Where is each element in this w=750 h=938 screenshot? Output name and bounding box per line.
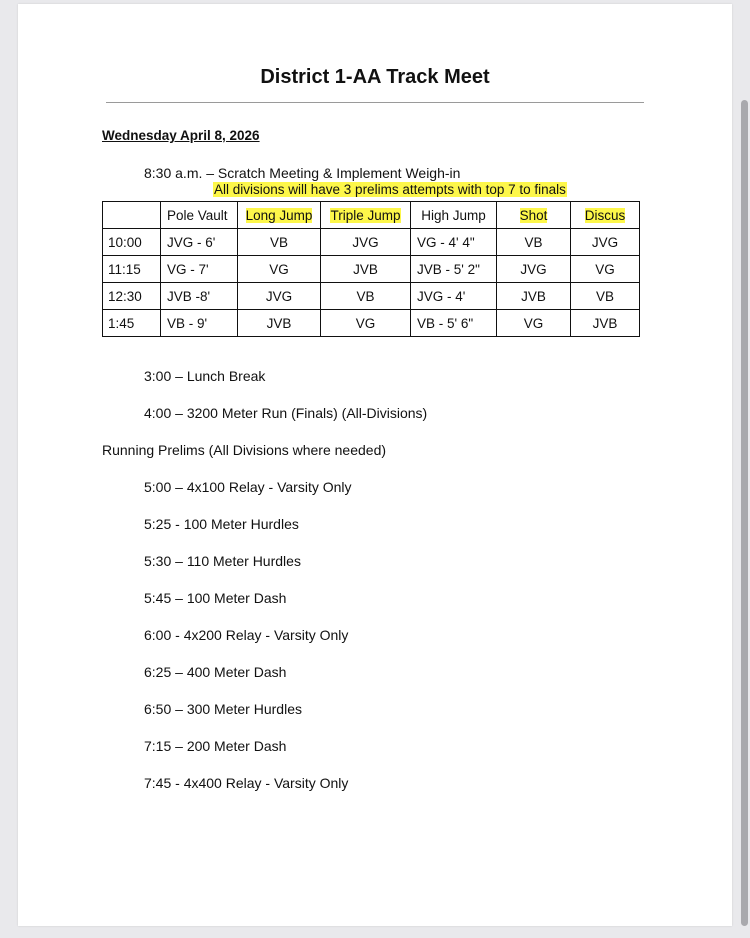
high-jump-cell: JVB - 5' 2"	[411, 256, 497, 283]
header-cell-empty	[103, 202, 161, 229]
header-pole-vault: Pole Vault	[161, 202, 238, 229]
discus-cell: JVB	[571, 310, 640, 337]
long-jump-label: Long Jump	[245, 207, 313, 223]
run-3200-line: 4:00 – 3200 Meter Run (Finals) (All-Divisions)	[144, 405, 428, 421]
time-cell: 11:15	[103, 256, 161, 283]
header-triple-jump	[321, 202, 411, 229]
schedule-item: 7:15 – 200 Meter Dash	[144, 738, 287, 754]
header-long-jump	[238, 202, 321, 229]
table-header-row	[103, 202, 640, 229]
table-row	[103, 256, 640, 283]
pole-vault-cell: JVG - 6'	[161, 229, 238, 256]
high-jump-cell: VB - 5' 6"	[411, 310, 497, 337]
header-shot	[497, 202, 571, 229]
schedule-item: 5:25 - 100 Meter Hurdles	[144, 516, 299, 532]
prelims-notice: All divisions will have 3 prelims attempts with top 7 to finals	[214, 182, 566, 197]
long-jump-cell: JVB	[238, 310, 321, 337]
lunch-break-line: 3:00 – Lunch Break	[144, 368, 266, 384]
triple-jump-label: Triple Jump	[330, 207, 401, 223]
triple-jump-cell: VB	[321, 283, 411, 310]
shot-cell: VG	[497, 310, 571, 337]
discus-label: Discus	[584, 207, 626, 223]
long-jump-cell: VB	[238, 229, 321, 256]
time-cell: 10:00	[103, 229, 161, 256]
schedule-item: 5:00 – 4x100 Relay - Varsity Only	[144, 479, 352, 495]
schedule-item: 7:45 - 4x400 Relay - Varsity Only	[144, 775, 349, 791]
discus-cell: VB	[571, 283, 640, 310]
field-events-table	[102, 201, 640, 337]
header-high-jump: High Jump	[411, 202, 497, 229]
page-title: District 1-AA Track Meet	[260, 66, 490, 88]
high-jump-cell: JVG - 4'	[411, 283, 497, 310]
table-row	[103, 229, 640, 256]
header-discus	[571, 202, 640, 229]
table-row	[103, 283, 640, 310]
shot-cell: JVB	[497, 283, 571, 310]
schedule-item: 6:50 – 300 Meter Hurdles	[144, 701, 302, 717]
schedule-item: 5:45 – 100 Meter Dash	[144, 590, 287, 606]
day-heading: Wednesday April 8, 2026	[102, 128, 260, 143]
pole-vault-cell: VB - 9'	[161, 310, 238, 337]
pole-vault-cell: VG - 7'	[161, 256, 238, 283]
discus-cell: VG	[571, 256, 640, 283]
schedule-item: 6:00 - 4x200 Relay - Varsity Only	[144, 627, 349, 643]
shot-cell: VB	[497, 229, 571, 256]
running-prelims-heading: Running Prelims (All Divisions where needed)	[102, 442, 387, 458]
shot-label: Shot	[519, 207, 548, 223]
triple-jump-cell: JVG	[321, 229, 411, 256]
long-jump-cell: VG	[238, 256, 321, 283]
time-cell: 12:30	[103, 283, 161, 310]
scrollbar[interactable]	[741, 100, 748, 926]
time-cell: 1:45	[103, 310, 161, 337]
triple-jump-cell: VG	[321, 310, 411, 337]
long-jump-cell: JVG	[238, 283, 321, 310]
shot-cell: JVG	[497, 256, 571, 283]
triple-jump-cell: JVB	[321, 256, 411, 283]
discus-cell: JVG	[571, 229, 640, 256]
pole-vault-cell: JVB -8'	[161, 283, 238, 310]
schedule-item: 6:25 – 400 Meter Dash	[144, 664, 287, 680]
title-divider	[106, 102, 644, 103]
scratch-meeting-line: 8:30 a.m. – Scratch Meeting & Implement Weigh-in	[144, 165, 461, 181]
schedule-item: 5:30 – 110 Meter Hurdles	[144, 553, 301, 569]
table-row	[103, 310, 640, 337]
high-jump-cell: VG - 4' 4"	[411, 229, 497, 256]
